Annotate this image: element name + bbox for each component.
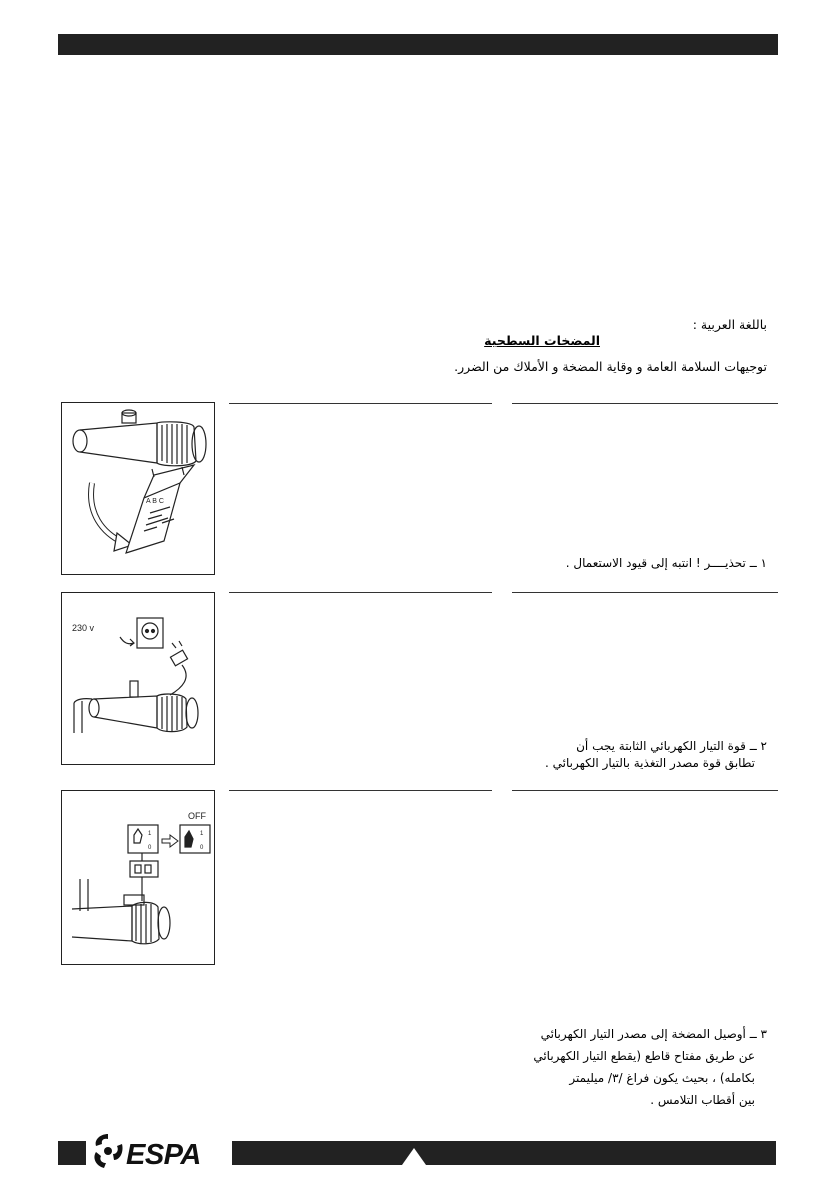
figure-voltage <box>61 592 215 765</box>
switch-illustration <box>62 791 214 964</box>
rule-right-1 <box>512 403 778 404</box>
fig3-on-mark-b: 1 <box>200 831 204 837</box>
figure-switch <box>61 790 215 965</box>
product-title: المضخات السطحية <box>484 333 600 348</box>
pump-manual-illustration <box>62 403 214 574</box>
step-3-line-2: عن طريق مفتاح قاطع (يقطع التيار الكهربائي <box>533 1049 755 1063</box>
step-3-line-4: بين أقطاب التلامس . <box>650 1093 755 1107</box>
safety-intro: توجيهات السلامة العامة و وقاية المضخة و الأملاك من الضرر. <box>454 359 767 374</box>
step-3-line-1: ٣ ــ أوصيل المضخة إلى مصدر التيار الكهربائي <box>540 1027 767 1041</box>
fig3-off: OFF <box>188 811 206 821</box>
rule-left-1 <box>229 403 492 404</box>
language-label: باللغة العربية : <box>692 317 767 332</box>
fig3-off-mark-a: 0 <box>148 845 152 851</box>
rule-left-2 <box>229 592 492 593</box>
step-2-line-1: ٢ ــ قوة التيار الكهربائي الثابتة يجب أن <box>576 739 767 753</box>
fig1-letters: A B C <box>146 498 164 505</box>
footer-bar <box>232 1141 776 1165</box>
figure-read-manual <box>61 402 215 575</box>
rule-left-3 <box>229 790 492 791</box>
fig3-off-mark-b: 0 <box>200 845 204 851</box>
step-3-line-3: بكامله) ، بحيث يكون فراغ /٣/ ميليمتر <box>569 1071 755 1085</box>
fig3-on-mark-a: 1 <box>148 831 152 837</box>
footer-left-block <box>58 1141 86 1165</box>
brand-name: ESPA <box>126 1139 201 1171</box>
rule-right-2 <box>512 592 778 593</box>
top-bar <box>58 34 778 55</box>
espa-logo-icon <box>88 1130 128 1174</box>
warning-triangle-icon <box>402 1148 426 1165</box>
rule-right-3 <box>512 790 778 791</box>
step-2-line-2: تطابق قوة مصدر التغذية بالتيار الكهربائي . <box>545 756 755 770</box>
step-1: ١ ــ تحذيــــر ! انتبه إلى قيود الاستعمال . <box>565 556 767 570</box>
voltage-illustration <box>62 593 214 764</box>
fig2-voltage: 230 v <box>72 623 95 633</box>
